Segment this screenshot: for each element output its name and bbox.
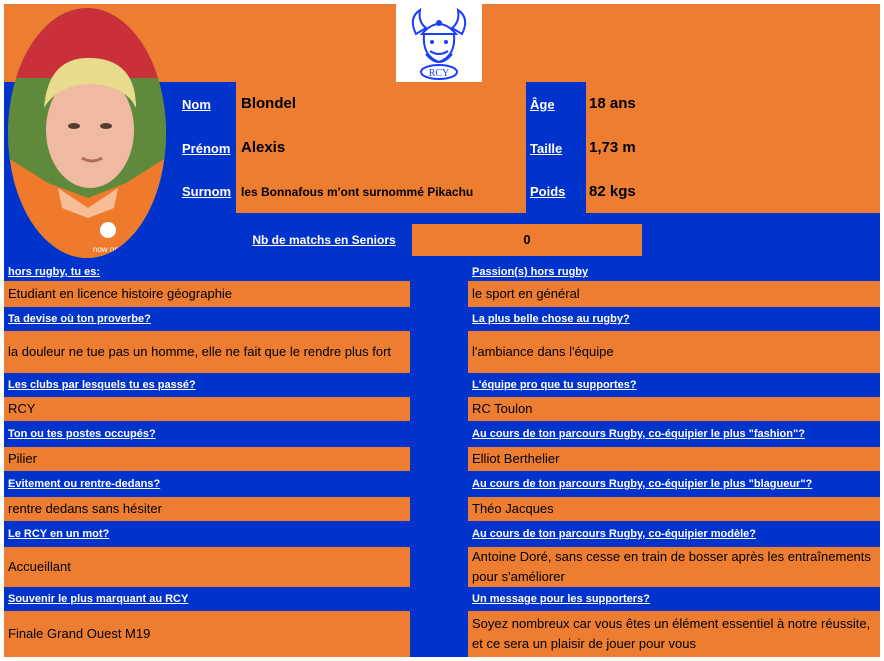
left-question: hors rugby, tu es:: [8, 266, 101, 278]
right-answer: Elliot Berthelier: [468, 447, 880, 471]
right-question: Au cours de ton parcours Rugby, co-équipier le plus "blagueur"?: [472, 478, 813, 490]
left-question: Les clubs par lesquels tu es passé?: [8, 379, 196, 391]
age-value: 18 ans: [586, 82, 880, 126]
right-question: Au cours de ton parcours Rugby, co-équipier modèle?: [472, 528, 756, 540]
right-question: L'équipe pro que tu supportes?: [472, 379, 637, 391]
player-photo: [8, 8, 166, 258]
nom-label: Nom: [176, 82, 236, 126]
left-answer: Finale Grand Ouest M19: [4, 611, 410, 657]
right-answer: l'ambiance dans l'équipe: [468, 331, 880, 373]
club-logo: [396, 4, 482, 82]
left-answer: RCY: [4, 397, 410, 421]
left-question: Evitement ou rentre-dedans?: [8, 478, 161, 490]
left-answer: rentre dedans sans hésiter: [4, 497, 410, 521]
left-question: Ton ou tes postes occupés?: [8, 428, 156, 440]
right-question: La plus belle chose au rugby?: [472, 313, 630, 325]
prenom-label: Prénom: [176, 126, 236, 170]
taille-value: 1,73 m: [586, 126, 880, 170]
prenom-value: Alexis: [236, 126, 526, 170]
surnom-value: les Bonnafous m'ont surnommé Pikachu: [236, 170, 526, 213]
left-question: Souvenir le plus marquant au RCY: [8, 593, 189, 605]
taille-label: Taille: [526, 126, 586, 170]
right-question: Passion(s) hors rugby: [472, 266, 589, 278]
left-answer: Etudiant en licence histoire géographie: [4, 281, 410, 307]
right-answer: le sport en général: [468, 281, 880, 307]
left-answer: Accueillant: [4, 547, 410, 587]
left-answer: la douleur ne tue pas un homme, elle ne fait que le rendre plus fort: [4, 331, 410, 373]
right-answer: Théo Jacques: [468, 497, 880, 521]
nom-value: Blondel: [236, 82, 526, 126]
right-question: Au cours de ton parcours Rugby, co-équipier le plus "fashion"?: [472, 428, 805, 440]
left-answer: Pilier: [4, 447, 410, 471]
age-label: Âge: [526, 82, 586, 126]
matchs-value: 0: [412, 224, 642, 256]
right-answer: Soyez nombreux car vous êtes un élément essentiel à notre réussite, et ce sera un plaisir de jouer pour vous: [468, 611, 880, 657]
poids-value: 82 kgs: [586, 170, 880, 213]
surnom-label: Surnom: [176, 170, 236, 213]
matchs-label: Nb de matchs en Seniors: [252, 233, 396, 247]
svg-text:RCY: RCY: [428, 68, 450, 79]
poids-label: Poids: [526, 170, 586, 213]
viking-logo-icon: [396, 4, 482, 82]
right-answer: RC Toulon: [468, 397, 880, 421]
player-portrait-icon: [8, 8, 166, 258]
right-question: Un message pour les supporters?: [472, 593, 650, 605]
right-answer: Antoine Doré, sans cesse en train de bosser après les entraînements pour s'améliorer: [468, 547, 880, 587]
svg-text:now one: now one: [92, 245, 124, 254]
left-question: Le RCY en un mot?: [8, 528, 110, 540]
left-question: Ta devise où ton proverbe?: [8, 313, 151, 325]
